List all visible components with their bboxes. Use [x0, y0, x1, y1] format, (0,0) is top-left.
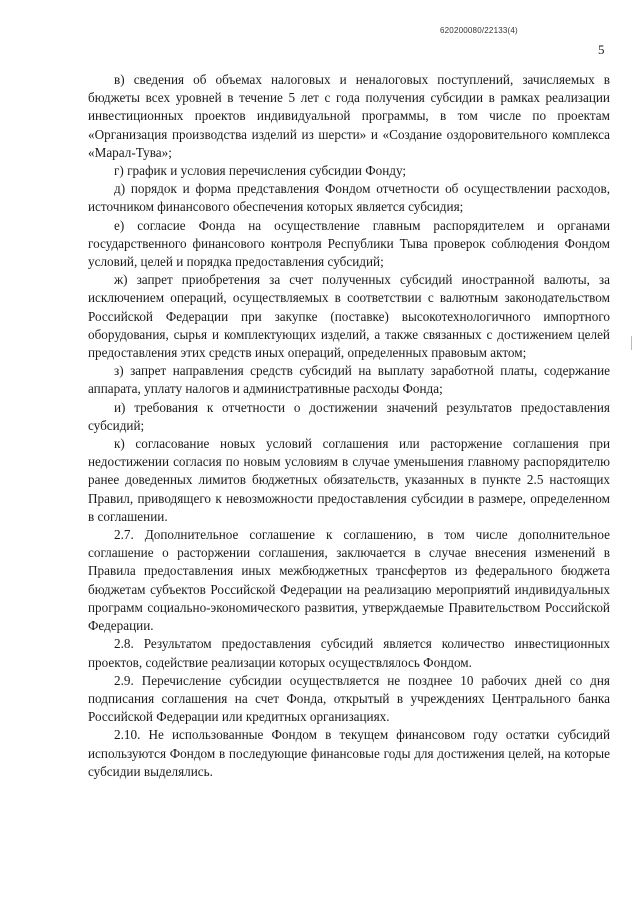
paragraph-item-e: е) согласие Фонда на осуществление главным распорядителем и органами государственного финансового контроля Республики Тыва проверок соблюдения Фондом условий, целей и порядка предоставления субсидий; [88, 217, 610, 270]
paragraph-item-v: в) сведения об объемах налоговых и неналоговых поступлений, зачисляемых в бюджеты всех уровней в течение 5 лет с года получения субсидии в рамках реализации инвестиционных проектов индивидуальной программы, в том числе по проектам «Организация производства изделий из шерсти» и «Создание оздоровительного комплекса «Марал-Тува»; [88, 72, 610, 160]
paragraph-2-10: 2.10. Не использованные Фондом в текущем финансовом году остатки субсидий используются Фондом в последующие финансовые годы для достижения целей, на которые субсидии выделялись. [88, 727, 610, 779]
paragraph-item-i: и) требования к отчетности о достижении значений результатов предоставления субсидий; [88, 399, 610, 433]
paragraph-item-g: г) график и условия перечисления субсидии Фонду; [114, 163, 407, 179]
document-body [88, 71, 610, 781]
paragraph-item-d: д) порядок и форма представления Фондом отчетности об осуществлении расходов, источником финансового обеспечения которых является субсидия; [88, 181, 610, 215]
paragraph-item-z: з) запрет направления средств субсидий на выплату заработной платы, содержание аппарата, уплату налогов и административные расходы Фонда; [88, 363, 610, 397]
paragraph-item-zh: ж) запрет приобретения за счет полученных субсидий иностранной валюты, за исключением операций, осуществляемых в соответствии с валютным законодательством Российской Федерации при закупке (поставке) высокотехнологичного импортного оборудования, сырья и комплектующих изделий, а также связанных с достижением целей предоставления этих средств иных операций, определенных правовым актом; [88, 272, 610, 361]
document-registration-code: 620200080/22133(4) [440, 26, 518, 35]
paragraph-item-k: к) согласование новых условий соглашения или расторжение соглашения при недостижении согласия по новым условиям в случае уменьшения главному распорядителю ранее доведенных лимитов бюджетных обязательств, указанных в пункте 2.5 настоящих Правил, приводящего к невозможности предоставления субсидии в размере, определенном в соглашении. [88, 436, 610, 524]
scan-margin-mark [631, 336, 632, 350]
page-number: 5 [598, 42, 605, 57]
paragraph-2-9: 2.9. Перечисление субсидии осуществляется не позднее 10 рабочих дней со дня подписания соглашения на счет Фонда, открытый в учреждениях Центрального банка Российской Федерации или кредитных организациях. [88, 672, 610, 725]
paragraph-2-8: 2.8. Результатом предоставления субсидий является количество инвестиционных проектов, содействие реализации которых осуществлялось Фондом. [88, 636, 610, 670]
paragraph-2-7: 2.7. Дополнительное соглашение к соглашению, в том числе дополнительное соглашение о расторжении соглашения, заключается в случае внесения изменений в Правила предоставления иных межбюджетных трансфертов из федерального бюджета бюджетам субъектов Российской Федерации на реализацию мероприятий индивидуальных программ социально-экономического развития, утверждаемые Правительством Российской Федерации. [88, 527, 610, 634]
